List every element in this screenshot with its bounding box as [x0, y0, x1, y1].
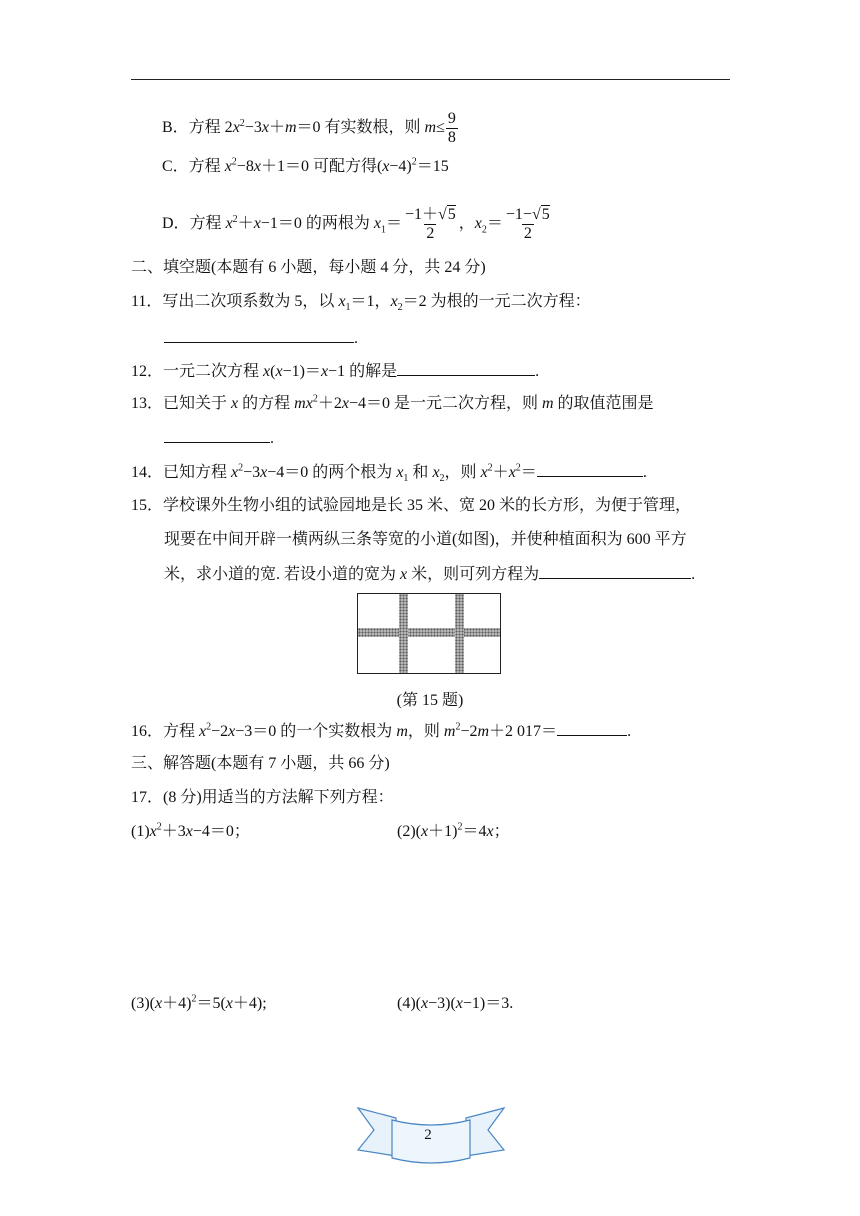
q17-part-1: $(1)x^2+3x-4=0$； — [131, 821, 250, 840]
q15-answer-blank[interactable] — [539, 564, 691, 579]
section-3-heading: 三、解答题(本题有 7 小题，共 66 分) — [131, 755, 390, 772]
question-15-line2: 现要在中间开辟一横两纵三条等宽的小道(如图)，并使种植面积为 600 平方 — [164, 531, 687, 548]
q17-part-4: (4)(x−3)(x−1)＝3. — [397, 995, 514, 1012]
question-13: 13．已知关于 x 的方程 $mx^2+2x-4=0$ 是一元二次方程，则 m 的取值范围是 — [131, 393, 654, 412]
question-15-line1: 15．学校课外生物小组的试验园地是长 35 米、宽 20 米的长方形，为便于管理， — [131, 497, 692, 514]
option-c: C．方程 $x^2-8x+1=0$ 可配方得$(x-4)^2=15$ — [162, 156, 449, 175]
question-14: 14．已知方程 $x^2-3x-4=0$ 的两个根为 $x_1$ 和 $x_2$，则 $x^2+x^2=$ . — [131, 462, 647, 485]
section-2-heading: 二、填空题(本题有 6 小题，每小题 4 分，共 24 分) — [131, 259, 486, 276]
garden-plot-figure — [357, 593, 501, 674]
header-rule — [131, 79, 730, 80]
page-number: 2 — [424, 1127, 432, 1143]
root-fraction-2: $\frac{-1-√5}{2}$ — [505, 206, 550, 242]
question-12: 12．一元二次方程 x(x−1)＝x−1 的解是 . — [131, 363, 540, 380]
option-d: D．方程 $x^2+x-1=0$ 的两根为 $x_1=$ $\frac{-1+√5}{2}$ ，$x_2=$ $\frac{-1-√5}{2}$ — [162, 206, 550, 242]
root-fraction-1: $\frac{-1+√5}{2}$ — [404, 206, 456, 242]
question-11: 11．写出二次项系数为 5，以 $x_1=1$，$x_2=2$ 为根的一元二次方程： — [131, 293, 591, 314]
question-16: 16．方程 $x^2-2x-3=0$ 的一个实数根为 m，则 $m^2-2m+2$ 017＝ . — [131, 721, 632, 740]
horizontal-path — [358, 628, 501, 637]
q16-answer-blank[interactable] — [557, 721, 627, 736]
q12-answer-blank[interactable] — [397, 361, 535, 376]
vertical-path-left — [399, 594, 408, 674]
fraction-nine-eighths: $\frac{9}{8}$ — [447, 110, 456, 146]
q13-answer-blank[interactable]: . — [164, 428, 274, 449]
question-15-line3: 米，求小道的宽. 若设小道的宽为 x 米，则可列方程为 . — [164, 566, 696, 583]
question-17-stem: 17．(8 分)用适当的方法解下列方程： — [131, 789, 394, 806]
q11-answer-blank[interactable]: . — [164, 328, 358, 349]
option-b: B．方程 $2x^2-3x+m=0$ 有实数根，则 m≤ $\frac{9}{8}$ — [162, 110, 456, 146]
q17-part-3: $(3)(x+4)^2=5(x+4)$; — [131, 993, 267, 1012]
figure-caption: (第 15 题) — [396, 692, 464, 709]
q17-part-2: $(2)(x+1)^2=4x$； — [397, 821, 510, 840]
vertical-path-right — [455, 594, 464, 674]
q14-answer-blank[interactable] — [537, 462, 643, 477]
